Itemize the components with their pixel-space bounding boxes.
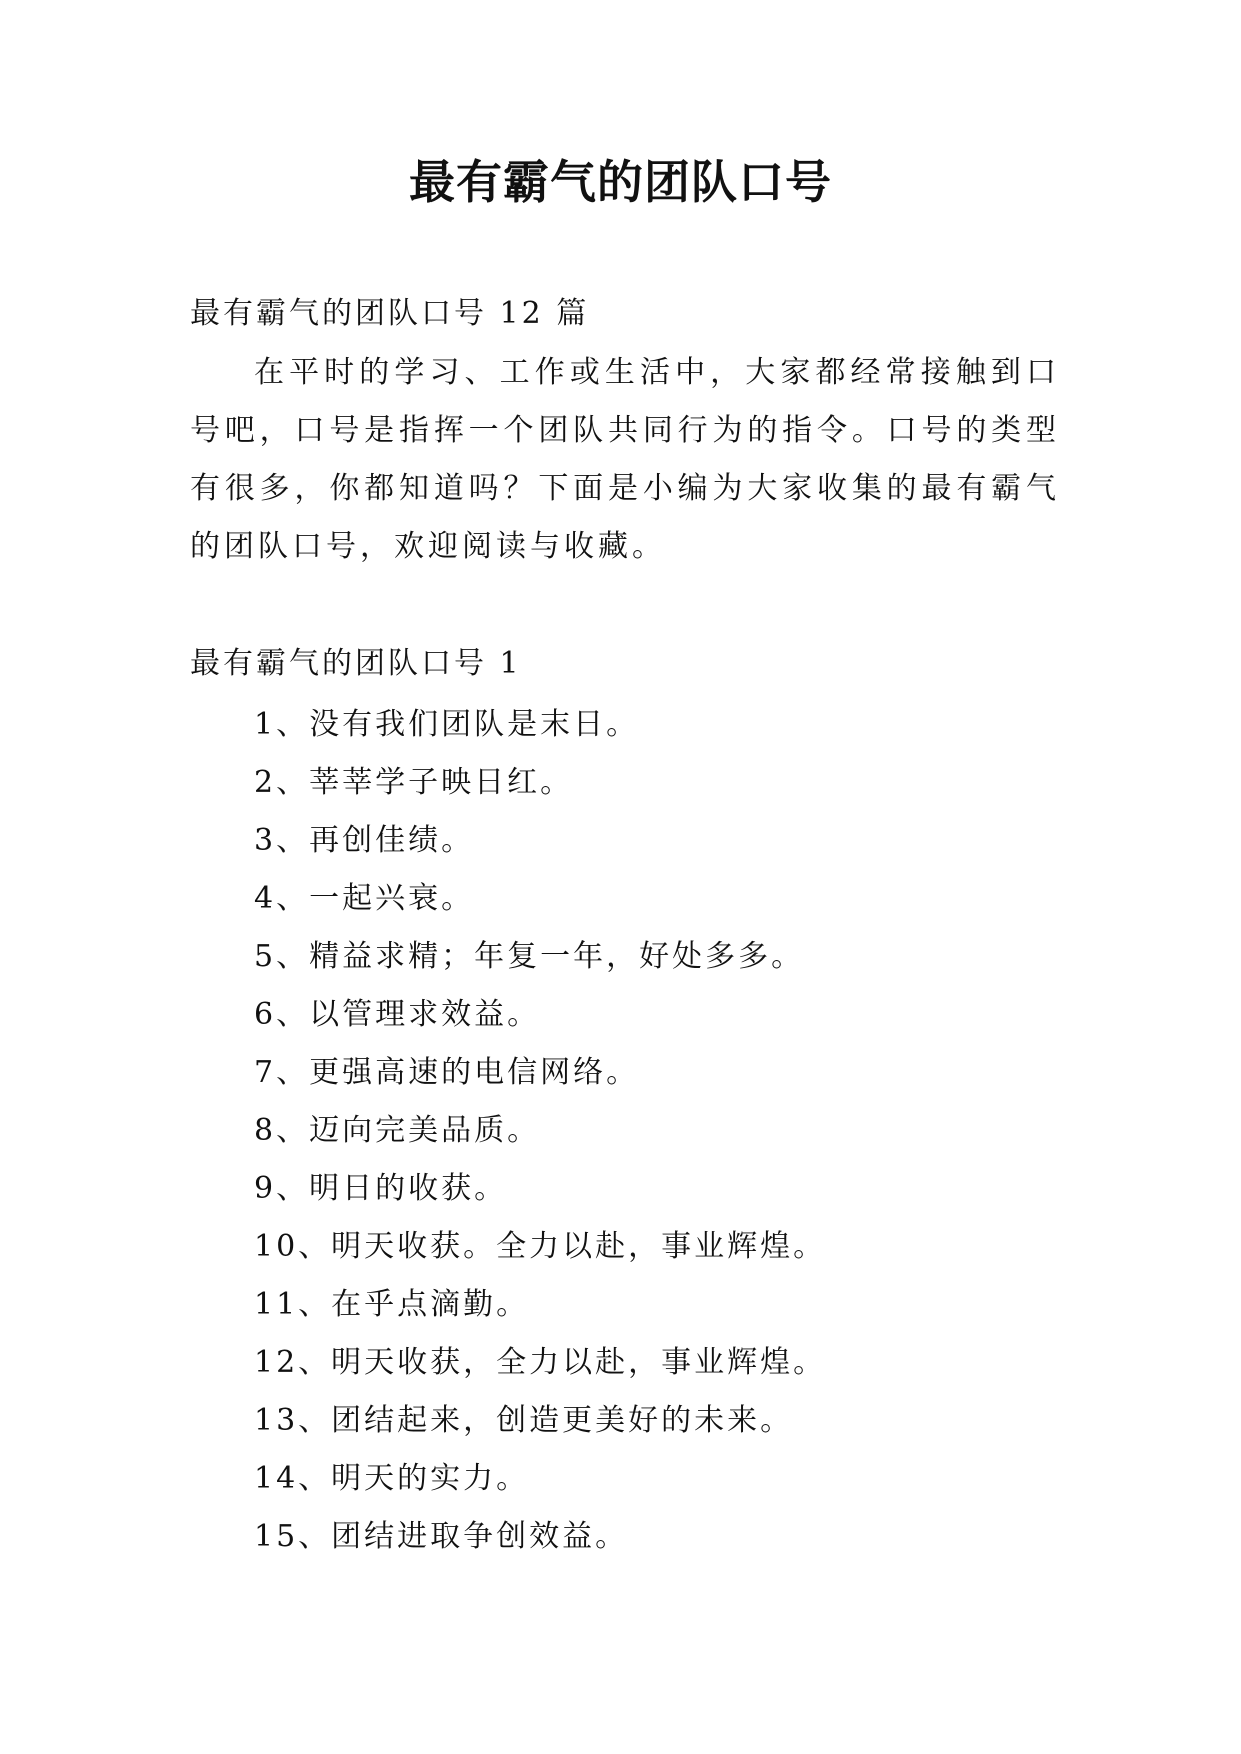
- slogan-item: 2、莘莘学子映日红。: [254, 765, 574, 800]
- slogan-item: 4、一起兴衰。: [254, 881, 475, 916]
- slogan-item: 5、精益求精；年复一年，好处多多。: [254, 939, 805, 974]
- document-title: 最有霸气的团队口号: [409, 155, 832, 209]
- slogan-item: 9、明日的收获。: [254, 1171, 508, 1206]
- slogan-item: 6、以管理求效益。: [254, 997, 541, 1032]
- slogan-item: 11、在乎点滴勤。: [254, 1287, 530, 1322]
- slogan-item: 1、没有我们团队是末日。: [254, 707, 640, 742]
- section-heading: 最有霸气的团队口号 1: [190, 646, 522, 681]
- slogan-item: 15、团结进取争创效益。: [254, 1519, 629, 1554]
- slogan-item: 13、团结起来，创造更美好的未来。: [254, 1403, 794, 1438]
- slogan-item: 3、再创佳绩。: [254, 823, 475, 858]
- slogan-item: 8、迈向完美品质。: [254, 1113, 541, 1148]
- document-subtitle: 最有霸气的团队口号 12 篇: [190, 296, 590, 331]
- slogan-item: 12、明天收获，全力以赴，事业辉煌。: [254, 1345, 827, 1380]
- slogan-item: 14、明天的实力。: [254, 1461, 530, 1496]
- slogan-list: [254, 696, 826, 1566]
- slogan-item: 10、明天收获。全力以赴，事业辉煌。: [254, 1229, 827, 1264]
- slogan-item: 7、更强高速的电信网络。: [254, 1055, 640, 1090]
- intro-paragraph: 在平时的学习、工作或生活中，大家都经常接触到口号吧，口号是指挥一个团队共同行为的指令。口号的类型有很多，你都知道吗？下面是小编为大家收集的最有霸气的团队口号，欢迎阅读与收藏。: [190, 355, 1060, 564]
